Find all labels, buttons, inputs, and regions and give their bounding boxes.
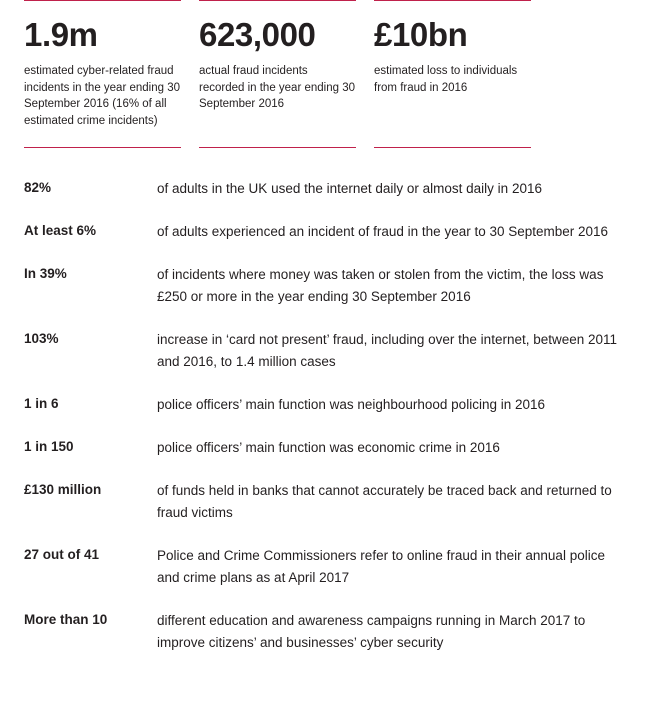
list-item [24,221,622,243]
headline-stat-value: £10bn [374,16,468,53]
headline-stat [374,0,549,96]
accent-rule-cell [374,147,549,148]
headline-stat-value: 1.9m [24,16,98,53]
fact-key: £130 million [24,482,102,497]
accent-rule [24,0,181,1]
accent-rule [199,147,356,148]
accent-rule-cell [24,147,199,148]
fact-key: 27 out of 41 [24,547,100,562]
list-item [24,480,622,524]
accent-rule [199,0,356,1]
headline-stats-row [0,0,646,129]
fact-key: 82% [24,180,52,195]
headline-stat-value: 623,000 [199,16,316,53]
fact-key: At least 6% [24,223,97,238]
accent-rule [374,147,531,148]
fact-text: of adults in the UK used the internet daily or almost daily in 2016 [157,181,542,196]
list-item [24,329,622,373]
fact-text: of adults experienced an incident of fraud in the year to 30 September 2016 [157,224,609,239]
headline-stat-description: estimated loss to individuals from fraud in 2016 [374,65,518,94]
fact-list [0,178,646,654]
fact-key: 1 in 6 [24,396,59,411]
fact-text: of funds held in banks that cannot accurately be traced back and returned to fraud victims [157,483,612,520]
fact-text: police officers’ main function was neighbourhood policing in 2016 [157,397,545,412]
accent-rule [24,147,181,148]
list-item [24,178,622,200]
headline-stat [24,0,199,129]
fact-text: of incidents where money was taken or stolen from the victim, the loss was £250 or more in the year ending 30 September 2016 [157,267,604,304]
list-item [24,610,622,654]
fact-key: 1 in 150 [24,439,74,454]
accent-rule-cell [199,147,374,148]
headline-stats-bottom-rules [0,147,646,148]
list-item [24,545,622,589]
headline-stat-description: actual fraud incidents recorded in the year ending 30 September 2016 [199,65,355,110]
list-item [24,437,622,459]
headline-stat-description: estimated cyber-related fraud incidents in the year ending 30 September 2016 (16% of all estimated crime incidents) [24,65,180,127]
list-item [24,394,622,416]
fact-text: increase in ‘card not present’ fraud, including over the internet, between 2011 and 2016, to 1.4 million cases [157,332,618,369]
fact-text: police officers’ main function was economic crime in 2016 [157,440,500,455]
fact-text: Police and Crime Commissioners refer to online fraud in their annual police and crime plans as at April 2017 [157,548,605,585]
fact-text: different education and awareness campaigns running in March 2017 to improve citizens’ and businesses’ cyber security [157,613,586,650]
list-item [24,264,622,308]
fact-key: More than 10 [24,612,108,627]
fact-key: In 39% [24,266,67,281]
fact-key: 103% [24,331,59,346]
accent-rule [374,0,531,1]
headline-stat [199,0,374,113]
